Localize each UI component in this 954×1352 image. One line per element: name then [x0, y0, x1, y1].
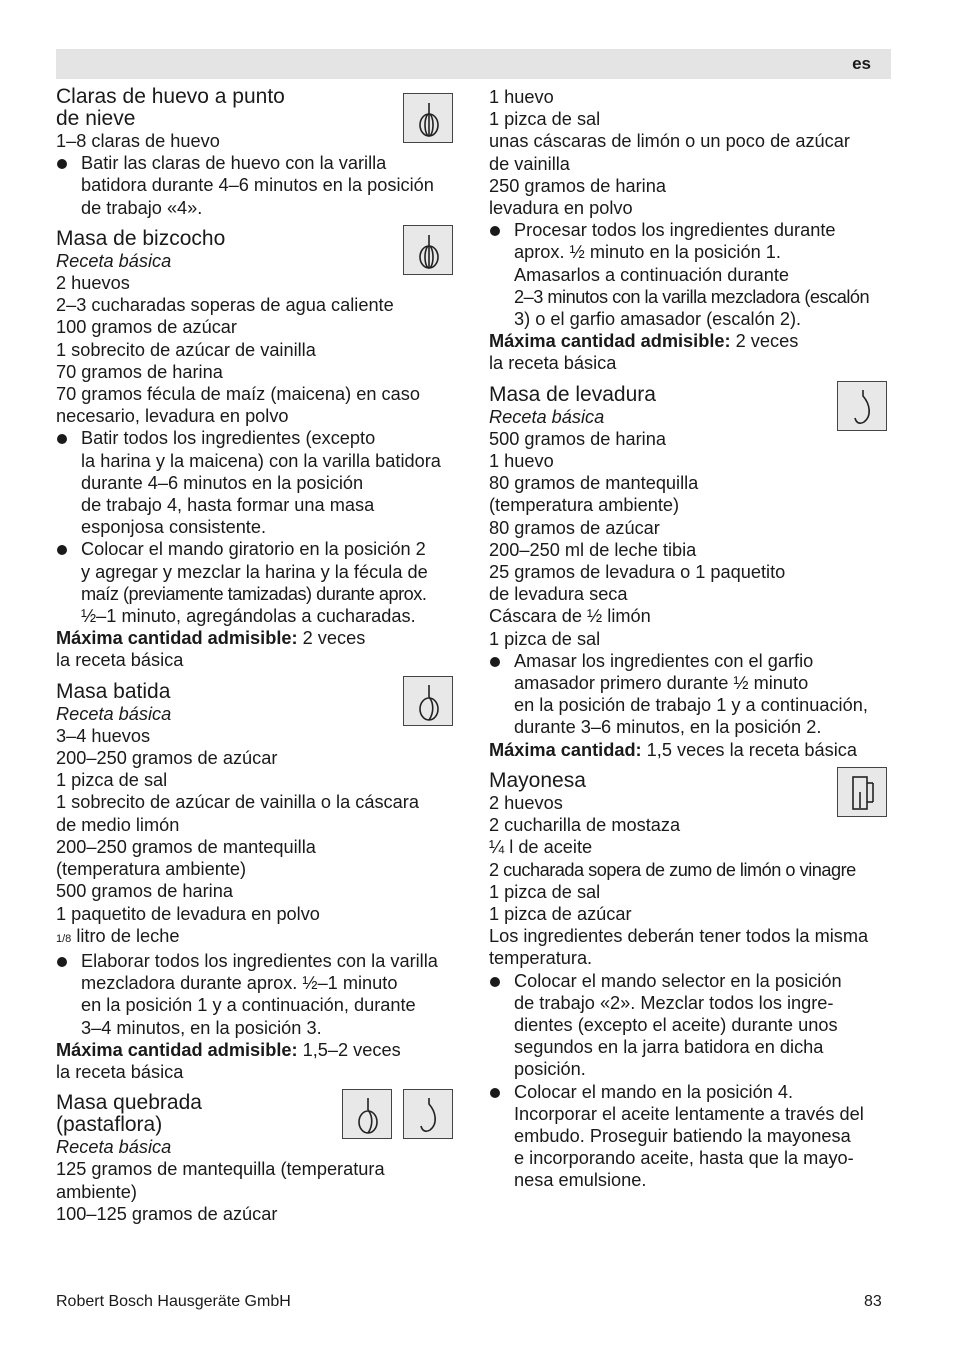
- ingredient: 1 sobrecito de azúcar de vainilla: [56, 339, 316, 360]
- section-title: Masa de bizcocho: [56, 226, 226, 250]
- ingredient: 25 gramos de levadura o 1 paquetito: [489, 562, 786, 583]
- subtitle: Receta básica: [56, 703, 172, 724]
- section-title: Claras de huevo a punto: [56, 85, 285, 108]
- section-title: Masa quebrada: [56, 1091, 202, 1115]
- max-quantity-cont: la receta básica: [56, 650, 184, 671]
- footer-company: Robert Bosch Hausgeräte GmbH: [56, 1293, 291, 1310]
- ingredient: 1 sobrecito de azúcar de vainilla o la cáscara: [56, 792, 419, 813]
- ingredient: de vainilla: [489, 153, 570, 174]
- ingredient: 1 pizca de sal: [489, 109, 601, 130]
- right-column: [489, 86, 893, 1192]
- ingredient: (temperatura ambiente): [489, 495, 680, 516]
- ingredient: 2 cucharada sopera de zumo de limón o vinagre: [489, 859, 856, 880]
- ingredient: 100 gramos de azúcar: [56, 317, 237, 338]
- instruction-bullet: Colocar el mando giratorio en la posición 2 y agregar y mezclar la harina y la fécula de maíz (previamente tamizadas) durante aprox. ½–1 minuto, agregándolas a cucharadas.: [56, 538, 458, 627]
- max-quantity: Máxima cantidad admisible: 2 veces: [489, 331, 799, 352]
- ingredient: levadura en polvo: [489, 198, 633, 219]
- ingredient: 80 gramos de azúcar: [489, 517, 660, 538]
- section-title: (pastaflora): [56, 1113, 163, 1137]
- subtitle: Receta básica: [56, 1137, 172, 1158]
- ingredient: 80 gramos de mantequilla: [489, 473, 699, 494]
- ingredient: ambiente): [56, 1181, 137, 1202]
- max-quantity: Máxima cantidad admisible: 1,5–2 veces: [56, 1039, 401, 1060]
- ingredient: 500 gramos de harina: [489, 428, 666, 449]
- mixer-hook-icon: [403, 676, 453, 726]
- subtitle: Receta básica: [489, 406, 605, 427]
- ingredient: 3–4 huevos: [56, 725, 151, 746]
- instruction-bullet: Colocar el mando selector en la posición de trabajo «2». Mezclar todos los ingre- dientes (excepto el aceite) durante unos segundos en la jarra batidora en dicha posición.: [489, 970, 893, 1081]
- dough-hook-icon: [403, 1089, 453, 1139]
- ingredient: 1 pizca de sal: [489, 881, 601, 902]
- instruction-bullet: Batir todos los ingredientes (excepto la harina y la maicena) con la varilla batidora durante 4–6 minutos en la posición de trabajo 4, hasta formar una masa esponjosa consistente.: [56, 427, 458, 538]
- max-quantity: Máxima cantidad admisible: 2 veces: [56, 628, 366, 649]
- ingredient: 100–125 gramos de azúcar: [56, 1203, 278, 1224]
- section-levadura: [489, 384, 893, 761]
- ingredient: 2 cucharilla de mostaza: [489, 815, 681, 836]
- section-title: de nieve: [56, 107, 136, 130]
- whisk-icon: [403, 93, 453, 143]
- ingredient: de medio limón: [56, 814, 180, 835]
- ingredient: 250 gramos de harina: [489, 175, 666, 196]
- ingredient: de levadura seca: [489, 584, 628, 605]
- ingredient: 1 paquetito de levadura en polvo: [56, 903, 320, 924]
- max-quantity-cont: la receta básica: [56, 1061, 184, 1082]
- ingredient: 200–250 ml de leche tibia: [489, 539, 697, 560]
- ingredient: 200–250 gramos de mantequilla: [56, 836, 316, 857]
- instruction-bullet: Batir las claras de huevo con la varilla batidora durante 4–6 minutos en la posición de trabajo «4».: [56, 152, 458, 219]
- ingredient: Cáscara de ½ limón: [489, 606, 651, 627]
- whisk-icon: [403, 225, 453, 275]
- section-quebrada: [56, 1092, 458, 1225]
- section-title: Masa de levadura: [489, 382, 656, 406]
- max-quantity: Máxima cantidad: 1,5 veces la receta básica: [489, 739, 857, 760]
- language-code: es: [852, 54, 871, 73]
- instruction-bullet: Colocar el mando en la posición 4. Incorporar el aceite lentamente a través del embudo. Proseguir batiendo la mayonesa e incorporando aceite, hasta que la mayo- nesa emulsione.: [489, 1081, 893, 1192]
- ingredient: 500 gramos de harina: [56, 881, 233, 902]
- ingredient: 70 gramos fécula de maíz (maicena) en caso: [56, 384, 420, 405]
- ingredient: 1 huevo: [489, 451, 554, 472]
- left-column: [56, 86, 458, 1225]
- ingredient: 200–250 gramos de azúcar: [56, 748, 278, 769]
- section-mayonesa: [489, 770, 893, 1192]
- ingredient: 1 pizca de azúcar: [489, 903, 632, 924]
- ingredient: 1 pizca de sal: [56, 770, 168, 791]
- section-title: Mayonesa: [489, 768, 586, 792]
- ingredient: 125 gramos de mantequilla (temperatura: [56, 1159, 385, 1180]
- section-quebrada-cont: [489, 86, 893, 375]
- instruction-bullet: Elaborar todos los ingredientes con la varilla mezcladora durante aprox. ½–1 minuto en la posición 1 y a continuación, durante 3–4 minutos, en la posición 3.: [56, 950, 458, 1039]
- ingredient: 1 pizca de sal: [489, 628, 601, 649]
- ingredient: temperatura.: [489, 948, 593, 969]
- ingredient: 1 huevo: [489, 87, 554, 107]
- instruction-bullet: Procesar todos los ingredientes durante aprox. ½ minuto en la posición 1. Amasarlos a continuación durante 2–3 minutos con la varilla mezcladora (escalón 3) o el garfio amasador (escalón 2).: [489, 219, 893, 330]
- section-bizcocho: [56, 228, 458, 672]
- ingredient: 2 huevos: [56, 273, 130, 294]
- header-bar: [56, 49, 891, 79]
- ingredient: ¼ l de aceite: [489, 837, 593, 858]
- ingredient: 1–8 claras de huevo: [56, 131, 220, 151]
- section-title: Masa batida: [56, 679, 171, 703]
- dough-hook-icon: [837, 381, 887, 431]
- blender-jar-icon: [837, 767, 887, 817]
- ingredient: 2–3 cucharadas soperas de agua caliente: [56, 295, 394, 316]
- ingredient: 2 huevos: [489, 792, 563, 813]
- max-quantity-cont: la receta básica: [489, 353, 617, 374]
- ingredient: (temperatura ambiente): [56, 859, 247, 880]
- subtitle: Receta básica: [56, 250, 172, 271]
- section-batida: [56, 681, 458, 1083]
- ingredient: necesario, levadura en polvo: [56, 406, 289, 427]
- mixer-hook-icon: [342, 1089, 392, 1139]
- instruction-bullet: Amasar los ingredientes con el garfio amasador primero durante ½ minuto en la posición de trabajo 1 y a continuación, durante 3–6 minutos, en la posición 2.: [489, 650, 893, 739]
- ingredient: unas cáscaras de limón o un poco de azúcar: [489, 131, 850, 152]
- ingredient: 1/8 litro de leche: [56, 925, 180, 946]
- ingredient: 70 gramos de harina: [56, 361, 223, 382]
- page-number: 83: [864, 1293, 882, 1310]
- section-claras: [56, 86, 458, 219]
- ingredient: Los ingredientes deberán tener todos la misma: [489, 926, 869, 947]
